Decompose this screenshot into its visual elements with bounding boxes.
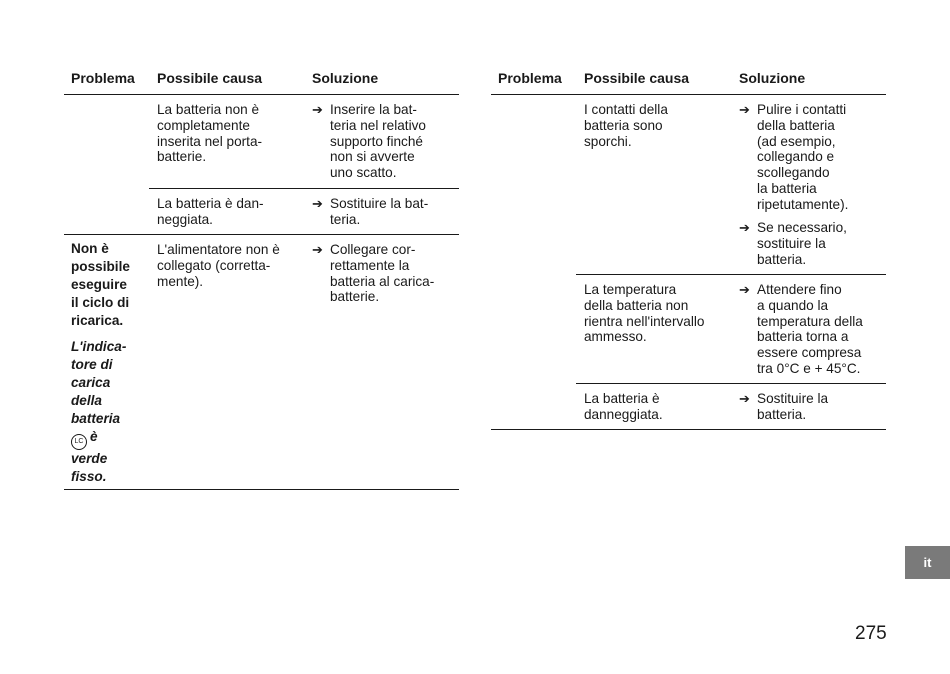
cause-cell: La batteria è dan- neggiata. — [157, 196, 264, 227]
problem-note-text: L'indica- tore di carica della batteria — [71, 339, 127, 426]
solution-cell — [312, 102, 459, 181]
arrow-icon: ➔ — [739, 220, 750, 235]
arrow-icon: ➔ — [312, 196, 323, 211]
solution-cell — [312, 242, 459, 305]
troubleshooting-table-left — [64, 68, 459, 484]
cause-cell: La temperatura della batteria non rientra nell'intervallo ammesso. — [584, 282, 705, 345]
cause-cell: I contatti della batteria sono sporchi. — [584, 102, 668, 149]
solution-cell — [312, 196, 459, 228]
problem-note-text-2: è verde fisso. — [71, 429, 108, 484]
solution-cell — [739, 102, 886, 213]
cause-cell: La batteria non è completamente inserita nel porta- batterie. — [157, 102, 263, 165]
row-divider — [576, 383, 886, 384]
table-bottom-rule — [491, 429, 886, 430]
table-header — [64, 68, 459, 95]
cause-cell: La batteria è danneggiata. — [584, 391, 663, 422]
solution-text: Inserire la bat- teria nel relativo supporto finché non si avverte uno scatto. — [330, 102, 426, 181]
solution-text: Pulire i contatti della batteria (ad esempio, collegando e scollegando la batteria ripetutamente). — [757, 102, 849, 212]
solution-cell — [739, 391, 886, 423]
troubleshooting-table-right — [491, 68, 886, 422]
header-problem: Problema — [498, 70, 562, 86]
solution-cell — [739, 282, 886, 377]
arrow-icon: ➔ — [739, 102, 750, 117]
header-solution: Soluzione — [312, 70, 379, 86]
arrow-icon: ➔ — [739, 282, 750, 297]
problem-note — [71, 338, 149, 486]
language-tab: it — [905, 546, 950, 579]
header-cause: Possibile causa — [157, 70, 263, 86]
row-divider — [64, 234, 459, 235]
row-divider — [576, 274, 886, 275]
charge-indicator-icon: LC — [71, 434, 87, 450]
solution-text: Sostituire la bat- teria. — [330, 196, 429, 227]
table-header — [491, 68, 886, 95]
arrow-icon: ➔ — [312, 242, 323, 257]
arrow-icon: ➔ — [739, 391, 750, 406]
page-number: 275 — [855, 623, 887, 644]
solution-text: Sostituire la batteria. — [757, 391, 829, 422]
solution-text: Se necessario, sostituire la batteria. — [757, 220, 847, 267]
problem-cell: Non è possibile eseguire il ciclo di ricarica. — [71, 241, 130, 328]
solution-cell — [739, 220, 886, 267]
header-cause: Possibile causa — [584, 70, 690, 86]
solution-text: Attendere fino a quando la temperatura della batteria torna a essere compresa tra 0°C e + 45°C. — [757, 282, 863, 376]
table-bottom-rule — [64, 489, 459, 490]
header-problem: Problema — [71, 70, 135, 86]
solution-text: Collegare cor- rettamente la batteria al carica- batterie. — [330, 242, 435, 305]
row-divider — [149, 188, 459, 189]
cause-cell: L'alimentatore non è collegato (corretta- mente). — [157, 242, 280, 289]
header-solution: Soluzione — [739, 70, 806, 86]
arrow-icon: ➔ — [312, 102, 323, 117]
